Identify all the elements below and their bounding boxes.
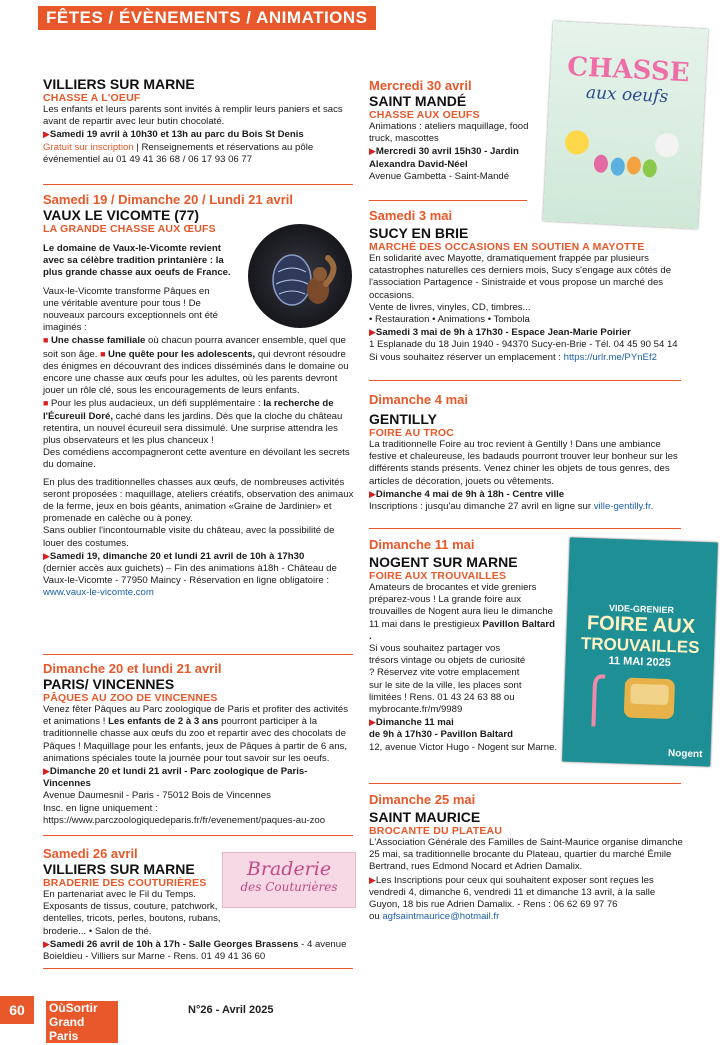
event-city: SAINT MANDÉ [369,93,467,109]
event-email[interactable]: agfsaintmaurice@hotmail.fr [382,911,500,923]
event-date: Dimanche 25 mai [369,792,476,807]
section-header: FÊTES / ÉVÈNEMENTS / ANIMATIONS [38,6,376,30]
event-when: ▶Mercredi 30 avril 15h30 - Jardin Alexandra David-Néel [369,146,519,170]
event-body: Les enfants et leurs parents sont invités à remplir leurs paniers et sacs avant de repartir avec leur butin chocolaté. [43,104,343,128]
poster-subtitle: aux oeufs [585,82,669,108]
event-saint-mande [369,78,547,183]
poster-title: CHASSE [566,51,691,89]
event-date: Samedi 3 mai [369,208,453,223]
event-body: • Restauration • Animations • Tombola [369,314,530,326]
egg-squirrel-image [248,224,352,328]
event-when: ▶Samedi 19, dimanche 20 et lundi 21 avril de 10h à 17h30 [43,550,305,562]
divider [43,835,353,836]
column-left [43,76,355,166]
poster-date: 11 MAI 2025 [608,654,672,670]
egg-icon [248,224,352,328]
divider [369,380,681,381]
event-subtitle: LA GRANDE CHASSE AUX ŒUFS [43,223,216,235]
event-body: ▶Les Inscriptions pour ceux qui souhaitent exposer sont reçues les vendredi 4, dimanche 6, vendredi 11 et dimanche 13 avril, à la salle Guyon, 18 bis rue Adrien Damalix. - Rens : 06 62 69 97 76 [369,874,656,911]
divider [369,783,681,784]
event-subtitle: PÂQUES AU ZOO DE VINCENNES [43,692,218,704]
event-subtitle: FOIRE AU TROC [369,427,455,439]
eggs-illustration [545,101,704,189]
event-when: ▶Samedi 19 avril à 10h30 et 13h au parc du Bois St Denis [43,129,304,141]
event-saint-maurice [369,792,683,923]
event-subtitle: FOIRE AUX TROUVAILLES [369,570,507,582]
event-date: Samedi 26 avril [43,846,138,861]
event-when: ▶Samedi 3 mai de 9h à 17h30 - Espace Jean-Marie Poirier [369,327,631,339]
event-date: Dimanche 4 mai [369,392,468,407]
event-when: ▶Dimanche 20 et lundi 21 avril - Parc zoologique de Paris-Vincennes [43,766,308,790]
event-city: NOGENT SUR MARNE [369,554,518,570]
divider [369,528,681,529]
event-city: VILLIERS SUR MARNE [43,76,195,92]
divider [43,654,353,655]
event-url[interactable]: ville-gentilly.fr. [593,501,654,513]
event-date: Mercredi 30 avril [369,78,472,93]
event-city: VAUX LE VICOMTE (77) [43,207,200,223]
event-body: En partenariat avec le Fil du Temps. Exposants de tissus, couture, patchwork, dentelles, tricots, perles, boutons, rubans, broderie... • Salon de thé. [43,889,221,937]
event-city: SUCY EN BRIE [369,225,469,241]
event-body: En plus des traditionnelles chasses aux œufs, de nombreuses activités seront proposées : maquillage, ateliers créatifs, observation des animaux de la ferme, jeux en bois géants, animation «Graine de Jardinier» et promenade en calèche ou à poney. [43,476,354,525]
braderie-title: Braderie [246,858,332,880]
event-subtitle: BROCANTE DU PLATEAU [369,825,503,837]
braderie-image [222,852,356,908]
chasse-poster [543,21,708,229]
poster-title: FOIRE AUX [586,612,696,638]
braderie-subtitle: des Couturières [240,880,338,894]
poster-top: VIDE-GRENIER [608,602,675,616]
event-body: L'Association Générale des Familles de Saint-Maurice organise dimanche 25 mai, sa traditionnelle brocante du Plateau, quartier du marché Émile Bertrand, rues Edmond Nocard et Adrien Damalix. [369,837,683,873]
event-body: La traditionnelle Foire au troc revient à Gentilly ! Dans une ambiance festive et chaleureuse, les badauds pourront trouver leur bonheur sur les différents stands présents. Venez chiner les objets de tous genres, des articles de décoration, jouets ou vêtements. [369,439,678,487]
event-info: (dernier accès aux guichets) – Fin des animations à18h - Château de Vaux-le-Vicomte - 77950 Maincy - Réservation en ligne obligatoire : [43,563,337,587]
event-bullet: ■ Une chasse familiale où chacun pourra avancer ensemble, quel que soit son âge. ■ Une quête pour les adolescents, qui devront résoudre des énigmes en découvrant des indices disséminés dans le domaine ou encore une chasse aux œufs pour les adultes, où les parents devront jouer un rôle clé, sous les encouragements de leurs enfants. [43,335,349,397]
event-address: Avenue Daumesnil - Paris - 75012 Bois de Vincennes [43,790,271,802]
event-city: VILLIERS SUR MARNE [43,861,195,877]
event-when: ▶Dimanche 4 mai de 9h à 18h - Centre ville [369,488,565,500]
event-bullet: ■ Pour les plus audacieux, un défi supplémentaire : la recherche de l'Écureuil Doré, caché dans les jardins. Dès que la cloche du château retentira, un nouvel écureuil sera dissimulé. Une surprise attendra les plus observateurs et les plus chanceux ! [43,398,343,447]
event-body: Des comédiens accompagneront cette aventure en dévoilant les secrets du domaine. [43,447,350,471]
event-subtitle: MARCHÉ DES OCCASIONS EN SOUTIEN A MAYOTTE [369,241,645,253]
divider [369,200,527,201]
event-city: PARIS/ VINCENNES [43,676,175,692]
event-when: ▶Samedi 26 avril de 10h à 17h - Salle Georges Brassens - 4 avenue Boieldieu - Villiers sur Marne - Rens. 01 49 41 36 60 [43,938,347,963]
event-subtitle: CHASSE AUX OEUFS [369,109,480,121]
event-url[interactable]: https://www.parczoologiquedeparis.fr/fr/evenement/paques-au-zoo [43,814,326,826]
event-nogent [369,537,559,754]
event-date: Samedi 19 / Dimanche 20 / Lundi 21 avril [43,192,293,207]
foire-poster [562,537,718,766]
event-url[interactable]: https://urlr.me/PYnEf2 [563,351,657,363]
event-info: Si vous souhaitez réserver un emplacement : https://urlr.me/PYnEf2 [369,351,657,363]
event-body: Venez fêter Pâques au Parc zoologique de Paris et profiter des activités et animations ! Les enfants de 2 à 3 ans pourront participer à la traditionnelle chasse aux œufs du zoo et repartir avec des chocolats de Pâques ! Maquillage pour les enfants, jeux de Pâques à partir de 6 ans, animations spéciales toute la journée pour tout savoir sur les oeufs. [43,704,349,764]
event-body: Vente de livres, vinyles, CD, timbres... [369,301,531,313]
flamingo-armchair-illustration [563,665,713,740]
logo-mark: OùSortir Grand Paris [46,1001,118,1043]
event-address: 12, avenue Victor Hugo - Nogent sur Marne. [369,741,558,753]
poster-title: TROUVAILLES [580,633,700,658]
event-body: Amateurs de brocantes et vide greniers préparez-vous ! La grande foire aux trouvailles de Nogent aura lieu le dimanche 11 mai dans le prestigieux Pavillon Baltard . [369,582,555,642]
event-body: Vaux-le-Vicomte transforme Pâques en une véritable aventure pour tous ! De nouveaux parcours exceptionnels ont été imaginés : [43,285,218,334]
event-intro: Le domaine de Vaux-le-Vicomte revient avec sa célèbre tradition printanière : la plus grande chasse aux oeufs de France. [43,243,231,279]
event-body: Si vous souhaitez partager vos trésors vintage ou objets de curiosité ? Réservez vite votre emplacement sur le site de la ville, les places sont limitées ! Rens. 01 43 24 63 88 ou mybrocante.fr/m/9989 [369,643,526,716]
event-body: Sans oublier l'incontournable visite du château, avec la possibilité de louer des costumes. [43,525,335,549]
event-sucy [369,208,683,364]
event-date: Dimanche 11 mai [369,537,475,552]
event-contact: ou agfsaintmaurice@hotmail.fr [369,911,500,923]
event-when: de 9h à 17h30 - Pavillon Baltard [369,729,513,741]
event-address: 1 Esplanade du 18 Juin 1940 - 94370 Sucy-en-Brie - Tél. 04 45 90 54 14 [369,339,678,351]
event-info: Insc. en ligne uniquement : [43,802,158,814]
event-subtitle: BRADERIE DES COUTURIÈRES [43,877,207,889]
issue-number: N°26 - Avril 2025 [188,1004,274,1016]
divider [43,968,353,969]
event-info: Gratuit sur inscription | Renseignements et réservations au pôle événementiel au 01 49 41 36 68 / 06 17 93 06 77 [43,141,314,165]
poster-brand: Nogent [667,748,703,761]
event-address: Avenue Gambetta - Saint-Mandé [369,170,510,182]
event-url[interactable]: www.vaux-le-vicomte.com [43,587,154,599]
page-number: 60 [0,996,34,1024]
event-when: ▶Dimanche 11 mai [369,717,454,729]
event-city: SAINT MAURICE [369,809,481,825]
event-info: Inscriptions : jusqu'au dimanche 27 avril en ligne sur ville-gentilly.fr. [369,501,654,513]
event-city: GENTILLY [369,411,437,427]
event-zoo [43,661,355,827]
event-body: En solidarité avec Mayotte, dramatiquement frappée par plusieurs catastrophes naturelles ces derniers mois, Sucy s'engage aux côtés de l'association Partagence - Sinistraide et vous propose un marché des occasions. [369,253,672,301]
event-body: Animations : ateliers maquillage, food truck, mascottes [369,121,529,145]
event-gentilly [369,392,683,513]
event-date: Dimanche 20 et lundi 21 avril [43,661,222,676]
divider [43,184,353,185]
brand-logo [46,1001,118,1043]
event-subtitle: CHASSE A L'OEUF [43,92,141,104]
signup-link[interactable]: Gratuit sur inscription [43,141,134,153]
